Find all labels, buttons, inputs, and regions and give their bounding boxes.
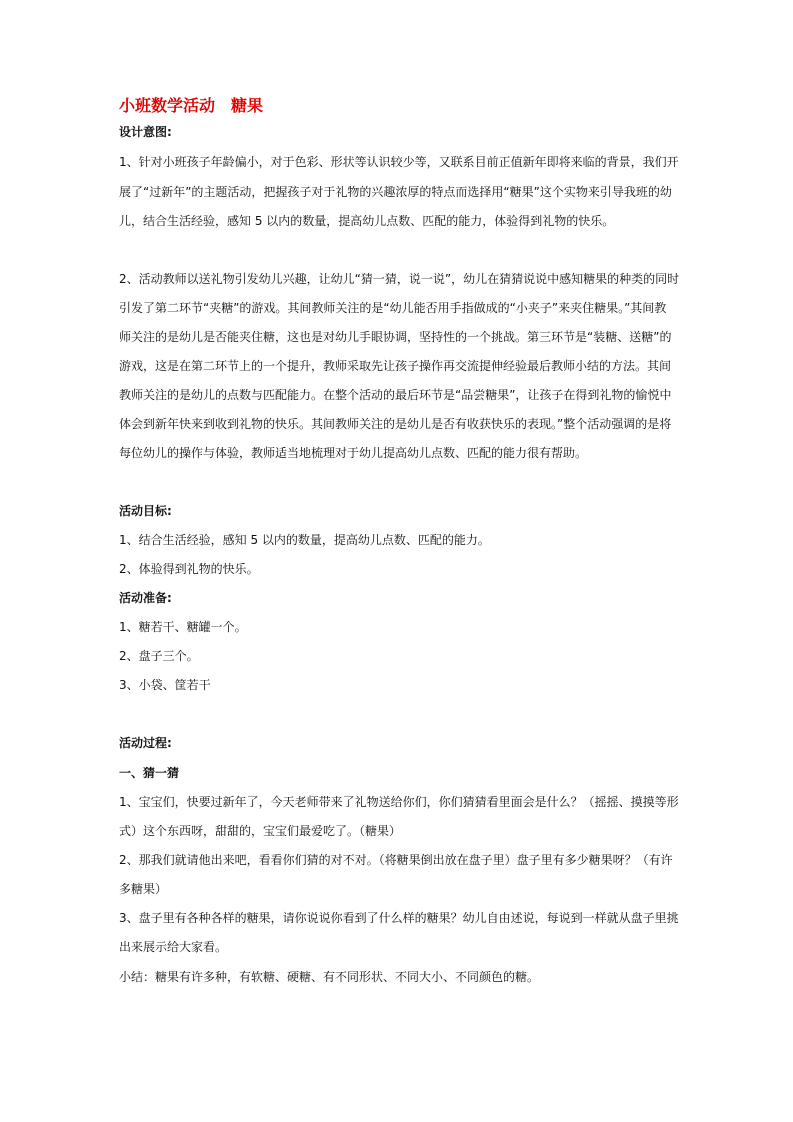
summary-line: 小结：糖果有许多种，有软糖、硬糖、有不同形状、不同大小、不同颜色的糖。: [119, 970, 540, 984]
design-p1-line-3: 儿，结合生活经验，感知 5 以内的数量，提高幼儿点数、匹配的能力，体验得到礼物的快乐。: [119, 214, 615, 228]
prep-item-3: 3、小袋、筐若干: [119, 678, 211, 692]
goals-heading: 活动目标:: [119, 504, 172, 518]
design-intent-heading: 设计意图:: [119, 125, 172, 139]
design-p2-line-3: 师关注的是幼儿是否能夹住糖，这也是对幼儿手眼协调，坚持性的一个挑战。第三环节是“装糖、送糖”的: [119, 330, 672, 344]
step-1-line-2: 式）这个东西呀，甜甜的，宝宝们最爱吃了。（糖果）: [119, 824, 402, 838]
design-p2-line-1: 2、活动教师以送礼物引发幼儿兴趣，让幼儿“猜一猜，说一说”，幼儿在猜猜说说中感知糖果的种类的同时: [119, 272, 680, 286]
goal-item-1: 1、结合生活经验，感知 5 以内的数量，提高幼儿点数、匹配的能力。: [119, 533, 490, 547]
prep-item-1: 1、糖若干、糖罐一个。: [119, 620, 247, 634]
step-1-line-1: 1、宝宝们，快要过新年了，今天老师带来了礼物送给你们，你们猜猜看里面会是什么？（摇摇、摸摸等形: [119, 795, 679, 809]
design-p2-line-4: 游戏，这是在第二环节上的一个提升，教师采取先让孩子操作再交流提伸经验最后教师小结的方法。其间: [119, 359, 672, 373]
design-p2-line-2: 引发了第二环节“夹糖”的游戏。其间教师关注的是“幼儿能否用手指做成的“小夹子”来夹住糖果。”其间教: [119, 301, 667, 315]
step-3-line-2: 出来展示给大家看。: [119, 940, 228, 954]
goal-item-2: 2、体验得到礼物的快乐。: [119, 562, 259, 576]
design-p1-line-1: 1、针对小班孩子年龄偏小，对于色彩、形状等认识较少等，又联系目前正值新年即将来临的背景，我们开: [119, 155, 679, 169]
design-p1-line-2: 展了“过新年”的主题活动，把握孩子对于礼物的兴趣浓厚的特点而选择用“糖果”这个实物来引导我班的幼: [119, 185, 672, 199]
prep-heading: 活动准备:: [119, 591, 172, 605]
prep-item-2: 2、盘子三个。: [119, 649, 199, 663]
step-2-line-1: 2、那我们就请他出来吧，看看你们猜的对不对。（将糖果倒出放在盘子里）盘子里有多少糖果呀？（有许: [119, 853, 673, 867]
document-title: 小班数学活动 糖果: [119, 96, 264, 115]
step-2-line-2: 多糖果）: [119, 882, 168, 896]
design-p2-line-5: 教师关注的是幼儿的点数与匹配能力。在整个活动的最后环节是“品尝糖果”，让孩子在得到礼物的愉悦中: [119, 388, 672, 402]
design-p2-line-7: 每位幼儿的操作与体验，教师适当地梳理对于幼儿提高幼儿点数、匹配的能力很有帮助。: [119, 446, 588, 460]
process-heading: 活动过程:: [119, 736, 172, 750]
section-1-heading: 一、猜一猜: [119, 766, 180, 780]
design-p2-line-6: 体会到新年快来到收到礼物的快乐。其间教师关注的是幼儿是否有收获快乐的表现。”整个活动强调的是将: [119, 417, 672, 431]
step-3-line-1: 3、盘子里有各种各样的糖果，请你说说你看到了什么样的糖果？幼儿自由述说，每说到一样就从盘子里挑: [119, 911, 679, 925]
